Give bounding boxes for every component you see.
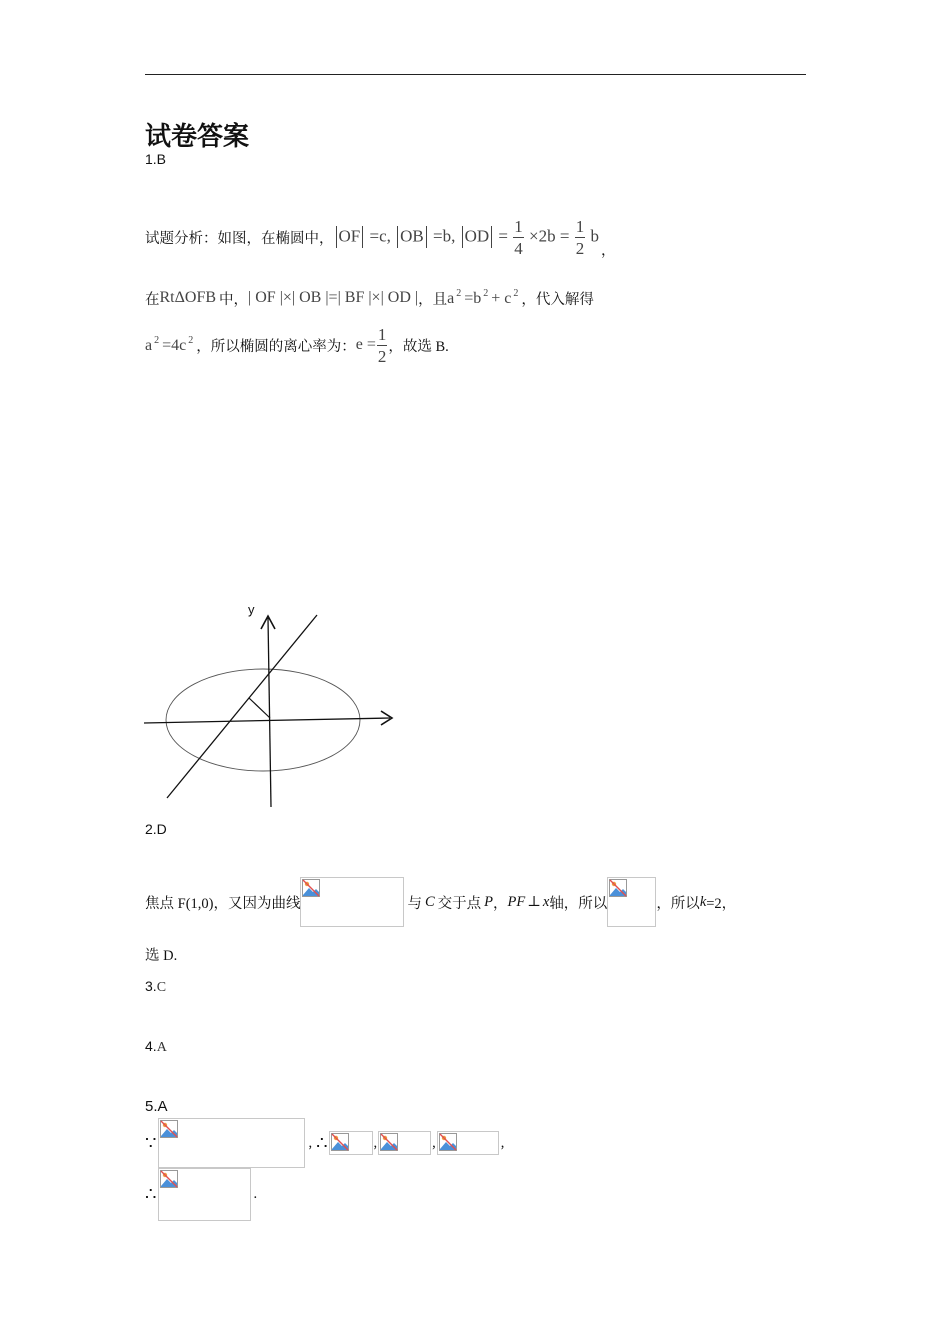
y-axis: [268, 618, 271, 807]
broken-image-icon: [302, 879, 320, 897]
q4-answer: 4.A: [145, 1038, 167, 1055]
q1-line3-equation: a $^2$ =4c $^2$: [145, 335, 194, 354]
q5-line1: ∵ , ∴ , , ,: [145, 1118, 504, 1168]
formula-image-given: [158, 1118, 305, 1168]
formula-image-curve: [300, 877, 404, 927]
formula-image-result-1: [329, 1131, 373, 1155]
q1-answer: 1.B: [145, 151, 167, 167]
q2-line1: 焦点 F(1,0)，又因为曲线 与 C 交于点 P ， PF ⊥ x 轴，所以 ，所以 k =2，: [145, 876, 736, 928]
q1-line1: 试题分析：如图，在椭圆中， OF =c, OB =b, OD = $\frac{1}{4}$ ×2b = $\frac{1}{2}$ b ，: [145, 216, 616, 259]
segment-od: [249, 698, 270, 718]
q3-answer: 3.C: [145, 978, 167, 995]
broken-image-icon: [609, 879, 627, 897]
q5-answer: 5.A: [145, 1098, 168, 1115]
broken-image-icon: [380, 1133, 398, 1151]
fraction-one-half: $\frac{1}{2}$: [575, 216, 585, 258]
broken-image-icon: [160, 1120, 178, 1138]
q2-line2: 选 D.: [145, 948, 178, 964]
fraction-one-half-e: $\frac{1}{2}$: [377, 324, 387, 366]
q1-line3: a $^2$ =4c $^2$ ，所以椭圆的离心率为： e = $\frac{1}{2}$ ，故选 B.: [145, 324, 449, 366]
q1-line1-text: 试题分析：如图，在椭圆中，: [145, 230, 334, 247]
x-axis: [144, 718, 390, 723]
q1-line1-math: OF =c, OB =b, OD = $\frac{1}{4}$ ×2b = $\frac{1}{2}$ b: [334, 218, 599, 257]
broken-image-icon: [439, 1133, 457, 1151]
formula-image-k: [607, 877, 656, 927]
q5-line2: ∴ .: [145, 1168, 257, 1221]
formula-image-conclusion: [158, 1168, 251, 1221]
ellipse-figure: [140, 598, 410, 810]
broken-image-icon: [160, 1170, 178, 1188]
page-title: 试卷答案: [145, 122, 250, 152]
q1-line2: 在 RtΔOFB 中， | OF |×| OB |=| BF |×| OD | ，且 a $^2$ =b $^2$ + c $^2$ ，代入解得: [145, 288, 594, 308]
fraction-one-quarter: $\frac{1}{4}$: [514, 216, 523, 258]
broken-image-icon: [331, 1133, 349, 1151]
q1-line2-equation: a $^2$ =b $^2$ + c $^2$: [447, 288, 519, 307]
q2-answer: 2.D: [145, 821, 167, 837]
formula-image-result-3: [437, 1131, 499, 1155]
y-axis-label: y: [248, 602, 255, 617]
line-bf: [167, 615, 317, 798]
header-rule: [145, 74, 806, 75]
formula-image-result-2: [378, 1131, 431, 1155]
